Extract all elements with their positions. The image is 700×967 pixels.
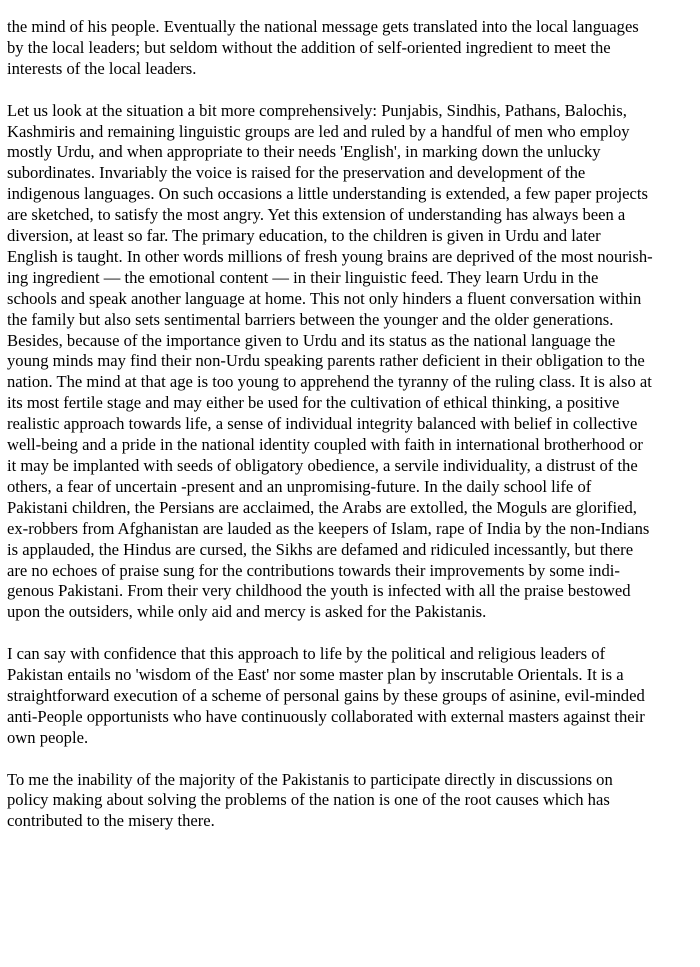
paragraph-4: To me the inability of the majority of the Pakistanis to participate directly in discussions on policy making about solving the problems of the nation is one of the root causes which has contributed to the misery there. [7, 769, 613, 831]
paragraph-2: Let us look at the situation a bit more comprehensively: Punjabis, Sindhis, Pathans, Balochis, Kashmiris and remaining linguistic groups are led and ruled by a handful of men who employ mostly Urdu, and when appropriate to their needs 'English', in marking down the unlucky subordinates. Invariably the voice is raised for the preservation and development of the indigenous languages. On such occasions a little understanding is extended, a few paper projects are sketched, to satisfy the most angry. Yet this extension of understanding has always been a diversion, at least so far. The primary education, to the children is given in Urdu and later English is taught. In other words millions of fresh young brains are deprived of the most nourish- ing ingredient — the emotional content — in their linguistic feed. They learn Urdu in the schools and speak another language at home. This not only hinders a fluent conversation within the family but also sets sentimental barriers between the younger and the older generations. Besides, because of the importance given to Urdu and its status as the national language the young minds may find their non-Urdu speaking parents rather deficient in their obligation to the nation. The mind at that age is too young to apprehend the tyranny of the ruling class. It is also at its most fertile stage and may either be used for the cultivation of ethical thinking, a positive realistic approach towards life, a sense of individual integrity balanced with belief in collective well-being and a pride in the national identity coupled with faith in international brotherhood or it may be implanted with seeds of obligatory obedience, a servile individuality, a distrust of the others, a fear of uncertain -present and an unpromising-future. In the daily school life of Pakistani children, the Persians are acclaimed, the Arabs are extolled, the Moguls are glorified, ex-robbers from Afghanistan are lauded as the keepers of Islam, rape of India by the non-Indians is applauded, the Hindus are cursed, the Sikhs are defamed and ridiculed incessantly, but there are no echoes of praise sung for the contributions towards their improvements by some indi- genous Pakistani. From their very childhood the youth is infected with all the praise bestowed upon the outsiders, while only aid and mercy is asked for the Pakistanis. [7, 100, 653, 622]
paragraph-3: I can say with confidence that this approach to life by the political and religious leaders of Pakistan entails no 'wisdom of the East' nor some master plan by inscrutable Orientals. It is a straightforward execution of a scheme of personal gains by these groups of asinine, evil-minded anti-People opportunists who have continuously collaborated with external masters against their own people. [7, 644, 645, 747]
paragraph-1: the mind of his people. Eventually the national message gets translated into the local languages by the local leaders; but seldom without the addition of self-oriented ingredient to meet the interests of the local leaders. [7, 17, 639, 78]
document-page [7, 17, 695, 853]
